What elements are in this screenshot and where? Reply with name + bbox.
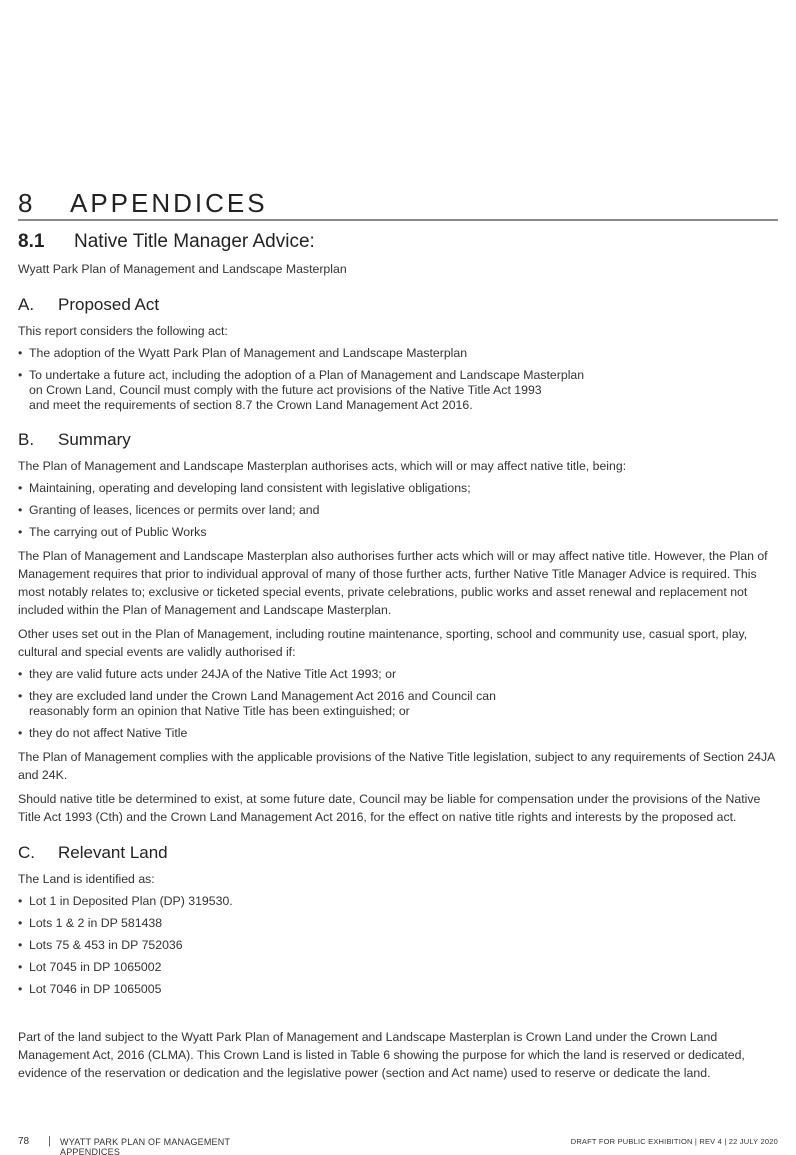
bullet-glyph: • (18, 368, 23, 382)
proposed-act-list (18, 346, 778, 413)
list-item (18, 667, 778, 682)
bullet-glyph: • (18, 726, 23, 740)
list-item (18, 938, 778, 953)
heading-letter: C. (18, 843, 35, 862)
summary-list-2 (18, 667, 778, 741)
heading-text: Summary (58, 430, 131, 449)
list-item-text: The adoption of the Wyatt Park Plan of Management and Landscape Masterplan (29, 346, 468, 360)
list-item-text: To undertake a future act, including the adoption of a Plan of Management and Landscape Masterplan on Crown Land, Council must comply with the future act provisions of the Native Title Act 1993 and meet the requirements of section 8.7 the Crown Land Management Act 2016. (29, 368, 585, 412)
bullet-glyph: • (18, 667, 23, 681)
list-item-text: Lots 1 & 2 in DP 581438 (29, 916, 163, 930)
relevant-land-paragraph: Part of the land subject to the Wyatt Park Plan of Management and Landscape Masterplan is Crown Land under the Crown Land Management Act, 2016 (CLMA). This Crown Land is listed in Table 6 showing the purpose for which the land is reserved or dedicated, evidence of the reservation or dedication and the legislative power (section and Act name) used to reserve or dedicate the land. (18, 1030, 745, 1080)
subtitle: Wyatt Park Plan of Management and Landscape Masterplan (18, 262, 347, 276)
list-item (18, 916, 778, 931)
list-item (18, 982, 778, 997)
bullet-glyph: • (18, 525, 23, 539)
footer-doc-title-text: WYATT PARK PLAN OF MANAGEMENT (60, 1137, 231, 1147)
list-item-text: they are valid future acts under 24JA of the Native Title Act 1993; or (29, 667, 397, 681)
list-item-text: Lot 7046 in DP 1065005 (29, 982, 162, 996)
summary-intro: The Plan of Management and Landscape Masterplan authorises acts, which will or may affect native title, being: (18, 459, 627, 473)
list-item (18, 481, 778, 496)
heading-letter: A. (18, 295, 35, 314)
heading-relevant-land (18, 842, 778, 864)
list-item-text: they do not affect Native Title (29, 726, 188, 740)
bullet-glyph: • (18, 916, 23, 930)
section-title: APPENDICES (70, 188, 268, 218)
heading-summary (18, 429, 778, 451)
section-number: 8 (18, 188, 36, 218)
bullet-glyph: • (18, 960, 23, 974)
list-item (18, 960, 778, 975)
heading-text: Relevant Land (58, 843, 168, 862)
list-item (18, 726, 778, 741)
footer-draft-notice: DRAFT FOR PUBLIC EXHIBITION | REV 4 | 22 JULY 2020 (570, 1137, 778, 1146)
bullet-glyph: • (18, 982, 23, 996)
list-item (18, 368, 778, 413)
heading-letter: B. (18, 430, 35, 449)
bullet-glyph: • (18, 346, 23, 360)
list-item-text: Maintaining, operating and developing land consistent with legislative obligations; (29, 481, 471, 495)
list-item (18, 894, 778, 909)
bullet-glyph: • (18, 689, 23, 703)
bullet-glyph: • (18, 481, 23, 495)
heading-text: Proposed Act (58, 295, 160, 314)
content (18, 230, 778, 1088)
footer-doc-subtitle: APPENDICES (60, 1147, 121, 1155)
summary-paragraph-3: The Plan of Management complies with the applicable provisions of the Native Title legislation, subject to any requirements of Section 24JA and 24K. (18, 750, 775, 782)
summary-list (18, 481, 778, 540)
list-item-text: Lots 75 & 453 in DP 752036 (29, 938, 183, 952)
summary-paragraph-4: Should native title be determined to exist, at some future date, Council may be liable for compensation under the provisions of the Native Title Act 1993 (Cth) and the Crown Land Management Act 2016, for the effect on native title rights and interests by the proposed act. (18, 792, 761, 824)
spacer (18, 1004, 778, 1028)
list-item (18, 525, 778, 540)
relevant-land-intro: The Land is identified as: (18, 872, 155, 886)
subsection-heading (18, 230, 778, 254)
bullet-glyph: • (18, 894, 23, 908)
list-item-text: The carrying out of Public Works (29, 525, 207, 539)
subsection-title: Native Title Manager Advice: (74, 231, 315, 252)
page-number: 78 (18, 1136, 30, 1147)
list-item (18, 503, 778, 518)
list-item-text: Lot 1 in Deposited Plan (DP) 319530. (29, 894, 233, 908)
summary-paragraph-2: Other uses set out in the Plan of Management, including routine maintenance, sporting, school and community use, casual sport, play, cultural and special events are validly authorised if: (18, 627, 748, 659)
footer-separator: | (48, 1136, 51, 1147)
relevant-land-list (18, 894, 778, 997)
list-item (18, 689, 778, 719)
page-footer (18, 1136, 778, 1155)
proposed-act-intro: This report considers the following act: (18, 324, 228, 338)
list-item-text: Granting of leases, licences or permits over land; and (29, 503, 320, 517)
list-item (18, 346, 778, 361)
summary-paragraph-1: The Plan of Management and Landscape Masterplan also authorises further acts which will or may affect native title. However, the Plan of Management requires that prior to individual approval of many of those further acts, further Native Title Manager Advice is required. This most notably relates to; exclusive or ticketed special events, private celebrations, public works and asset renewal and replacement not included within the Plan of Management and Landscape Masterplan. (18, 549, 768, 617)
section-heading (18, 188, 778, 221)
subsection-number: 8.1 (18, 231, 45, 252)
heading-proposed-act (18, 294, 778, 316)
list-item-text: Lot 7045 in DP 1065002 (29, 960, 162, 974)
bullet-glyph: • (18, 503, 23, 517)
bullet-glyph: • (18, 938, 23, 952)
footer-doc-title (60, 1137, 230, 1155)
list-item-text: they are excluded land under the Crown Land Management Act 2016 and Council can reasonably form an opinion that Native Title has been extinguished; or (29, 689, 496, 718)
